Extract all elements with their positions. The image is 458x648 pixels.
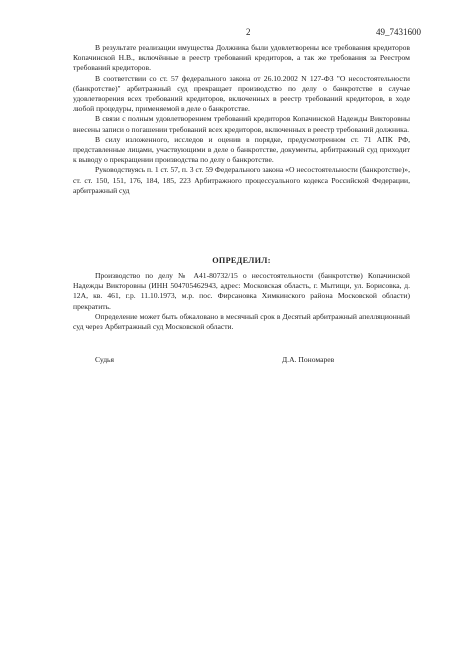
paragraph: Производство по делу № А41-80732/15 о несостоятельности (банкротстве) Копачинской Надежды Викторовны (ИНН 504705462943, адрес: Московская область, г. Мытищи, ул. Борисовка, д. 12А, кв. 461, г.р. 11.10.1973, м.р. пос. Фирсановка Химкинского района Московской области) прекратить.: [73, 271, 410, 311]
paragraph: Руководствуясь п. 1 ст. 57, п. 3 ст. 59 Федерального закона «О несостоятельности (банкротстве)», ст. ст. 150, 151, 176, 184, 185, 223 Арбитражного процессуального кодекса Российской Федерации, арбитражный суд: [73, 165, 410, 195]
case-id: 49_7431600: [376, 27, 421, 37]
decision-section: [73, 271, 410, 332]
paragraph: В соответствии со ст. 57 федерального закона от 26.10.2002 N 127-ФЗ "О несостоятельности (банкротстве)" арбитражный суд прекращает производство по делу о банкротстве в случае удовлетворения всех требований кредиторов, включенных в реестр требований кредиторов, в ходе любой процедуры, применяемой в деле о банкротстве.: [73, 73, 410, 114]
signature-role: Судья: [95, 355, 115, 364]
paragraph: В результате реализации имущества Должника были удовлетворены все требования кредиторов Копачинской Н.В., включённые в реестр требований кредиторов, а так же требования за Реестром требований кредиторов.: [73, 43, 410, 73]
reasoning-section: [73, 43, 410, 196]
decision-heading: ОПРЕДЕЛИЛ:: [212, 256, 271, 265]
paragraph: Определение может быть обжаловано в месячный срок в Десятый арбитражный апелляционный суд через Арбитражный суд Московской области.: [73, 311, 410, 332]
signature-name: Д.А. Пономарев: [282, 355, 335, 364]
paragraph: В силу изложенного, исследов и оценив в порядке, предусмотренном ст. 71 АПК РФ, представленные лицами, участвующими в деле о банкротстве, документы, арбитражный суд приходит к выводу о прекращении производства по делу о банкротстве.: [73, 134, 410, 165]
paragraph: В связи с полным удовлетворением требований кредиторов Копачинской Надежды Викторовны внесены записи о погашении требований всех кредиторов, включенных в реестр требований должника.: [73, 114, 410, 134]
page-number: 2: [246, 27, 251, 37]
